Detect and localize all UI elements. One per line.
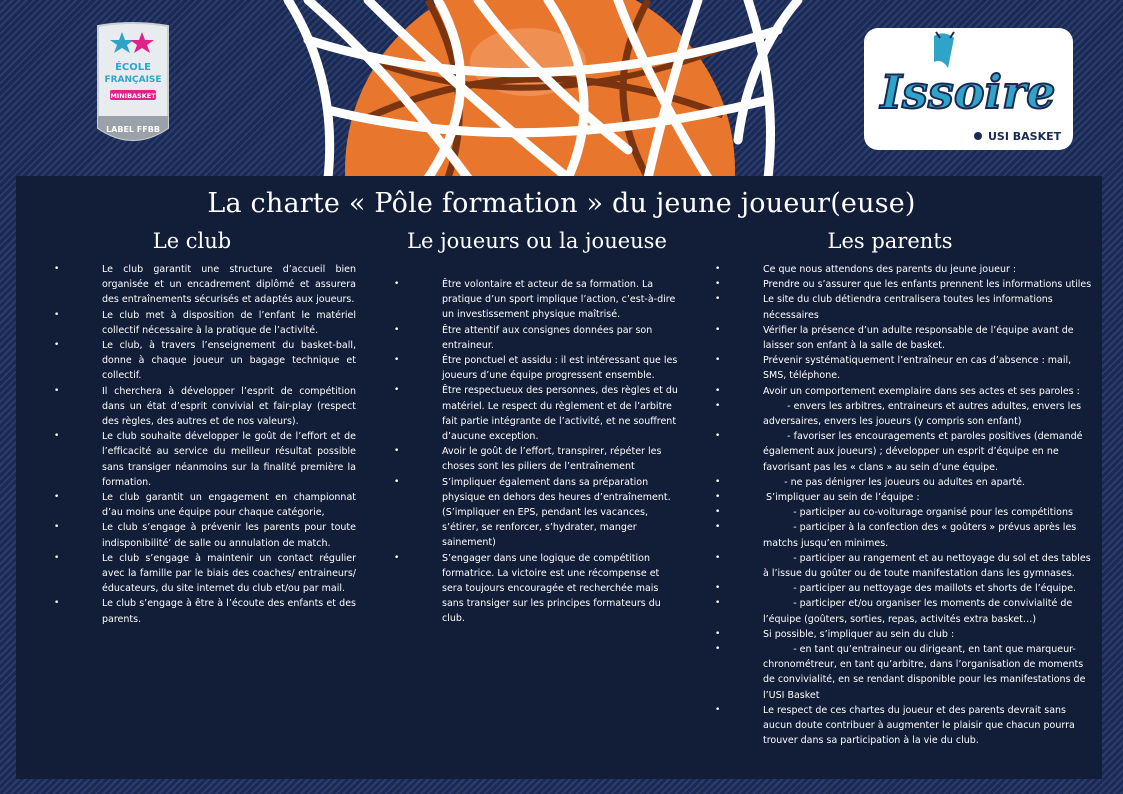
parents-item	[715, 505, 1093, 520]
bullet-icon: •	[54, 598, 60, 609]
players-item-text: Être respectueux des personnes, des règles et du matériel. Le respect du règlement et de l’arbitre fait partie intégrante de l’activité, et ne souffrent d’aucune exception.	[442, 385, 681, 443]
ecole-francaise-badge	[94, 20, 172, 150]
bullet-icon: •	[394, 355, 400, 366]
bullet-icon: •	[54, 385, 60, 396]
bullet-icon: •	[394, 279, 400, 289]
parents-item	[715, 642, 1093, 703]
players-item	[394, 353, 681, 383]
club-item-text: Le club met à disposition de l’enfant le matériel collectif nécessaire à la pratique de l’activité.	[102, 309, 360, 336]
parents-item	[715, 596, 1093, 626]
logo-name: Issoire	[880, 65, 1056, 119]
bullet-icon: •	[715, 355, 721, 366]
parents-item	[715, 581, 1093, 596]
players-item-text: S’impliquer également dans sa préparation physique en dehors des heures d’entraînement. (S’impliquer en EPS, pendant les vacances, s’étirer, se renforcer, s’hydrater, manger sainement)	[442, 476, 674, 549]
bullet-icon: •	[54, 492, 60, 503]
parents-item-text: - participer au co-voiturage organisé pour les compétitions	[763, 507, 1073, 519]
issoire-logo	[864, 28, 1073, 150]
parents-item-text: - participer et/ou organiser les moments de convivialité de l’équipe (goûters, sorties, repas, activités extra basket…)	[763, 598, 1076, 625]
players-item	[394, 444, 678, 474]
parents-item	[715, 520, 1093, 550]
parents-item	[715, 490, 1093, 505]
club-item-text: Le club s’engage à maintenir un contact régulier avec la famille par le biais des coaches/ entraineurs/ éducateurs, du site internet du club et/ou par mail.	[102, 552, 360, 595]
parents-item-text: - favoriser les encouragements et paroles positives (demandé également aux joueurs) ; développer un esprit d’équipe en ne favorisant pas les « clans » au sein d’une équipe.	[763, 431, 1086, 473]
bullet-icon: •	[715, 476, 721, 487]
club-item	[54, 429, 360, 490]
parents-heading: Les parents	[827, 229, 953, 253]
bullet-icon: •	[394, 324, 400, 335]
bullet-icon: •	[394, 476, 400, 487]
parents-item-text: Le respect de ces chartes du joueur et des parents devrait sans aucun doute contribuer à augmenter le plaisir que chacun pourra trouver dans sa participation à la vie du club.	[763, 704, 1078, 747]
parents-item	[715, 262, 1093, 277]
bullet-icon: •	[54, 309, 60, 320]
parents-item	[715, 627, 1093, 642]
parents-item	[715, 323, 1093, 353]
club-item	[54, 308, 360, 338]
parents-item-text: - ne pas dénigrer les joueurs ou adultes en aparté.	[763, 476, 1025, 488]
bullet-icon: •	[715, 324, 721, 335]
parents-item-text: - en tant qu’entraineur ou dirigeant, en tant que marqueur-chronométreur, en tant qu’arbitre, dans l’organisation de moments de convivialité, en se rendant disponible pour les manifestations de l’USI Basket	[763, 644, 1089, 701]
parents-item	[715, 551, 1094, 581]
parents-item	[715, 292, 1093, 322]
players-item-text: Être attentif aux consignes données par son entraineur.	[442, 324, 656, 351]
bullet-icon: •	[715, 598, 721, 609]
club-item-text: Il cherchera à développer l’esprit de compétition dans un état d’esprit convivial et fair-play (respect des règles, des autres et de nos valeurs).	[102, 385, 360, 428]
parents-item-text: Vérifier la présence d’un adulte responsable de l’équipe avant de laisser son enfant à la salle de basket.	[763, 324, 1077, 352]
parents-item-text: - participer au nettoyage des maillots et shorts de l’équipe.	[763, 583, 1077, 595]
parents-item	[715, 277, 1093, 292]
parents-item	[715, 399, 1093, 429]
parents-item-text: Si possible, s’impliquer au sein du club :	[763, 628, 955, 640]
players-item-text: Être volontaire et acteur de sa formation. La pratique d’un sport implique l’action, c’est-à-dire un investissement physique maîtrisé.	[442, 279, 679, 321]
players-item	[394, 383, 681, 444]
parents-item	[715, 384, 1093, 399]
bullet-icon: •	[715, 431, 721, 442]
parents-item-text: - envers les arbitres, entraineurs et autres adultes, envers les adversaires, envers les joueurs (y compris son enfant)	[763, 400, 1085, 428]
bullet-icon: •	[715, 492, 721, 503]
bullet-icon: •	[715, 385, 721, 396]
parents-item-text: - participer au rangement et au nettoyage du sol et des tables à l’issue du goûter ou de toute manifestation dans les gymnases.	[763, 552, 1094, 580]
parents-item-text: Avoir un comportement exemplaire dans ses actes et ses paroles :	[763, 385, 1080, 397]
bullet-icon: •	[715, 704, 721, 715]
parents-item	[715, 475, 1093, 490]
parents-item-text: S’impliquer au sein de l’équipe :	[763, 492, 920, 504]
bullet-icon: •	[715, 279, 721, 290]
club-item	[54, 490, 360, 520]
club-item-text: Le club garantit une structure d’accueil bien organisée et un encadrement diplômé et assurera des entraînements sécurisés et adaptés aux joueurs.	[102, 264, 360, 306]
bullet-icon: •	[715, 522, 721, 533]
badge-line2: FRANÇAISE	[104, 75, 162, 85]
parents-item	[715, 429, 1093, 475]
parents-item-text: Prendre ou s’assurer que les enfants prennent les informations utiles	[763, 279, 1092, 291]
parents-item	[715, 703, 1093, 749]
bullet-icon: •	[715, 400, 721, 411]
parents-item-text: Ce que nous attendons des parents du jeune joueur :	[763, 264, 1017, 275]
bullet-icon: •	[54, 522, 60, 533]
bullet-icon: •	[715, 644, 721, 655]
players-item	[394, 277, 679, 323]
club-list	[54, 262, 360, 627]
bullet-icon: •	[715, 628, 721, 639]
players-item	[394, 551, 678, 627]
club-item-text: Le club garantit un engagement en championnat d’au moins une équipe pour chaque catégorie,	[102, 492, 360, 519]
club-item-text: Le club, à travers l’enseignement du basket-ball, donne à chaque joueur un bagage technique et collectif.	[102, 340, 360, 382]
bullet-icon: •	[715, 552, 721, 563]
club-item	[54, 384, 360, 430]
players-heading: Le joueurs ou la joueuse	[407, 229, 667, 253]
club-item	[54, 338, 360, 384]
logo-sub: USI BASKET	[988, 130, 1062, 143]
parents-item	[715, 353, 1093, 383]
badge-label: LABEL FFBB	[106, 125, 160, 134]
club-heading: Le club	[152, 229, 232, 253]
players-list	[394, 277, 681, 627]
club-item-text: Le club souhaite développer le goût de l’effort et de l’efficacité au service du meilleur résultat possible sans transiger néanmoins sur la finalité première la formation.	[102, 431, 360, 488]
bullet-icon: •	[715, 264, 721, 274]
players-item	[394, 475, 678, 551]
bullet-icon: •	[394, 446, 400, 457]
players-item-text: Être ponctuel et assidu : il est intéressant que les joueurs d’une équipe progressent ensemble.	[442, 355, 681, 382]
bullet-icon: •	[54, 264, 60, 274]
club-item	[54, 551, 360, 597]
bullet-icon: •	[394, 552, 400, 563]
bullet-icon: •	[715, 294, 721, 305]
parents-list	[715, 262, 1094, 749]
bullet-icon: •	[54, 552, 60, 563]
bullet-icon: •	[394, 385, 400, 396]
club-item	[54, 520, 360, 550]
parents-item-text: Le site du club détiendra centralisera toutes les informations nécessaires	[763, 294, 1056, 321]
players-item-text: S’engager dans une logique de compétition formatrice. La victoire est une récompense et sera toujours encouragée et recherchée mais sans transiger sur les principes formateurs du club.	[442, 552, 664, 625]
players-item	[394, 323, 678, 353]
parents-item-text: - participer à la confection des « goûters » prévus après les matchs jusqu’en minimes.	[763, 522, 1080, 549]
club-item-text: Le club s’engage à être à l’écoute des enfants et des parents.	[102, 598, 360, 625]
parents-item-text: Prévenir systématiquement l’entraîneur en cas d’absence : mail, SMS, téléphone.	[763, 355, 1075, 382]
page-title: La charte « Pôle formation » du jeune joueur(euse)	[207, 188, 916, 219]
club-item-text: Le club s’engage à prévenir les parents pour toute indisponibilité’ de salle ou annulation de match.	[102, 522, 360, 549]
badge-line3: MINIBASKET	[110, 92, 156, 100]
bullet-icon: •	[715, 583, 721, 594]
club-item	[54, 262, 360, 308]
bullet-icon: •	[715, 507, 721, 518]
bullet-icon: •	[54, 340, 60, 351]
players-item-text: Avoir le goût de l’effort, transpirer, répéter les choses sont les piliers de l’entraînement	[442, 446, 665, 473]
badge-line1: ÉCOLE	[115, 62, 151, 73]
bullet-icon: •	[54, 431, 60, 442]
club-item	[54, 596, 360, 626]
